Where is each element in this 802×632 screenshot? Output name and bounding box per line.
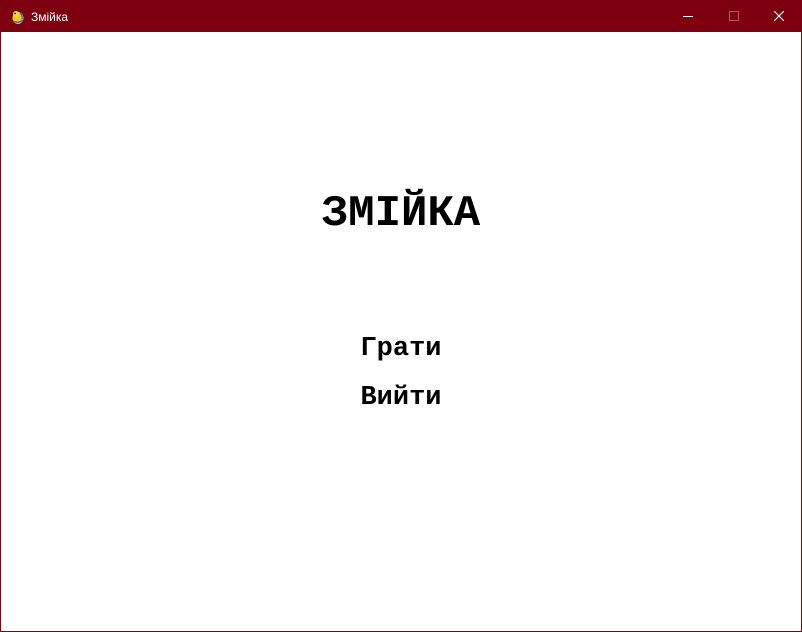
close-icon [774,11,784,21]
window-title: Змійка [31,10,69,24]
maximize-icon [729,11,739,21]
close-button[interactable] [756,1,802,32]
game-title: ЗМІЙКА [321,189,481,239]
play-button[interactable]: Грати [360,334,442,364]
minimize-icon [683,11,693,21]
maximize-button[interactable] [711,1,757,32]
pygame-snake-icon [10,9,26,25]
exit-button[interactable]: Вийти [360,383,442,413]
minimize-button[interactable] [665,1,711,32]
window-titlebar[interactable] [1,1,801,32]
game-canvas[interactable] [1,32,801,631]
